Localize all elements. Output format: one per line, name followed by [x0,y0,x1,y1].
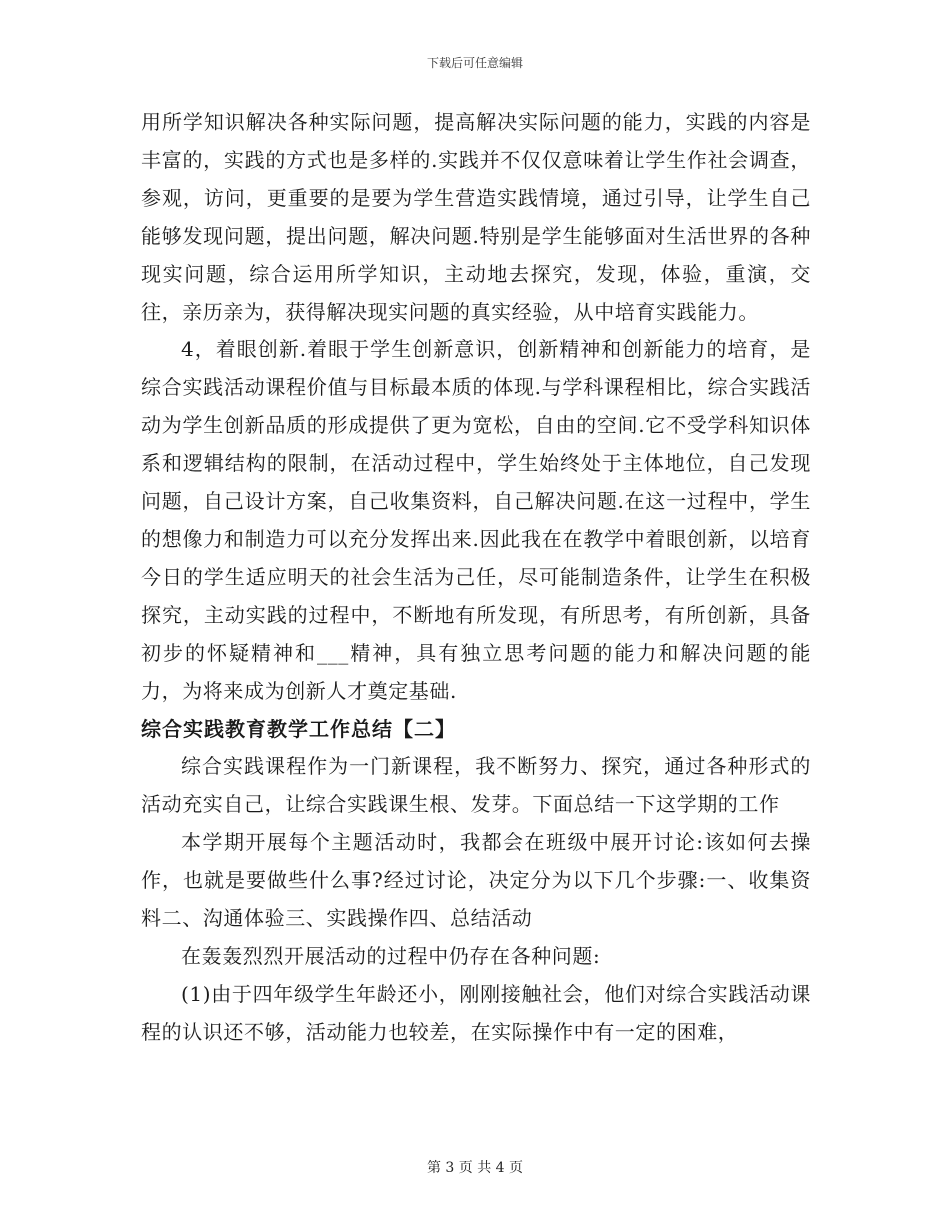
page-footer: 第 3 页 共 4 页 [426,1160,524,1176]
document-body [141,104,811,1052]
paragraph-intro: 综合实践课程作为一门新课程，我不断努力、探究，通过各种形式的活动充实自己，让综合实践课生根、发芽。下面总结一下这学期的工作 [141,754,811,817]
section-title: 综合实践教育教学工作总结【二】 [141,716,456,741]
paragraph-steps: 本学期开展每个主题活动时，我都会在班级中展开讨论:该如何去操作，也就是要做些什么事?经过讨论，决定分为以下几个步骤:一、收集资料二、沟通体验三、实践操作四、总结活动 [141,830,811,931]
paragraph-problem-1: (1)由于四年级学生年龄还小，刚刚接触社会，他们对综合实践活动课程的认识还不够，活动能力也较差，在实际操作中有一定的困难， [141,981,811,1044]
paragraph-innovation: 4，着眼创新.着眼于学生创新意识，创新精神和创新能力的培育，是综合实践活动课程价值与目标最本质的体现.与学科课程相比，综合实践活动为学生创新品质的形成提供了更为宽松，自由的空间.它不受学科知识体系和逻辑结构的限制，在活动过程中，学生始终处于主体地位，自己发现问题，自己设计方案，自己收集资料，自己解决问题.在这一过程中，学生的想像力和制造力可以充分发挥出来.因此我在在教学中着眼创新，以培育今日的学生适应明天的社会生活为己任，尽可能制造条件，让学生在积极探究，主动实践的过程中，不断地有所发现，有所思考，有所创新，具备初步的怀疑精神和___精神，具有独立思考问题的能力和解决问题的能力，为将来成为创新人才奠定基础. [141,337,811,703]
page-header: 下载后可任意编辑 [426,56,523,70]
paragraph-practice-continuation: 用所学知识解决各种实际问题，提高解决实际问题的能力，实践的内容是丰富的，实践的方式也是多样的.实践并不仅仅意味着让学生作社会调查，参观，访问，更重要的是要为学生营造实践情境，通过引导，让学生自己能够发现问题，提出问题，解决问题.特别是学生能够面对生活世界的各种现实问题，综合运用所学知识，主动地去探究，发现，体验，重演，交往，亲历亲为，获得解决现实问题的真实经验，从中培育实践能力。 [141,110,811,324]
paragraph-problems-intro: 在轰轰烈烈开展活动的过程中仍存在各种问题: [181,943,601,968]
